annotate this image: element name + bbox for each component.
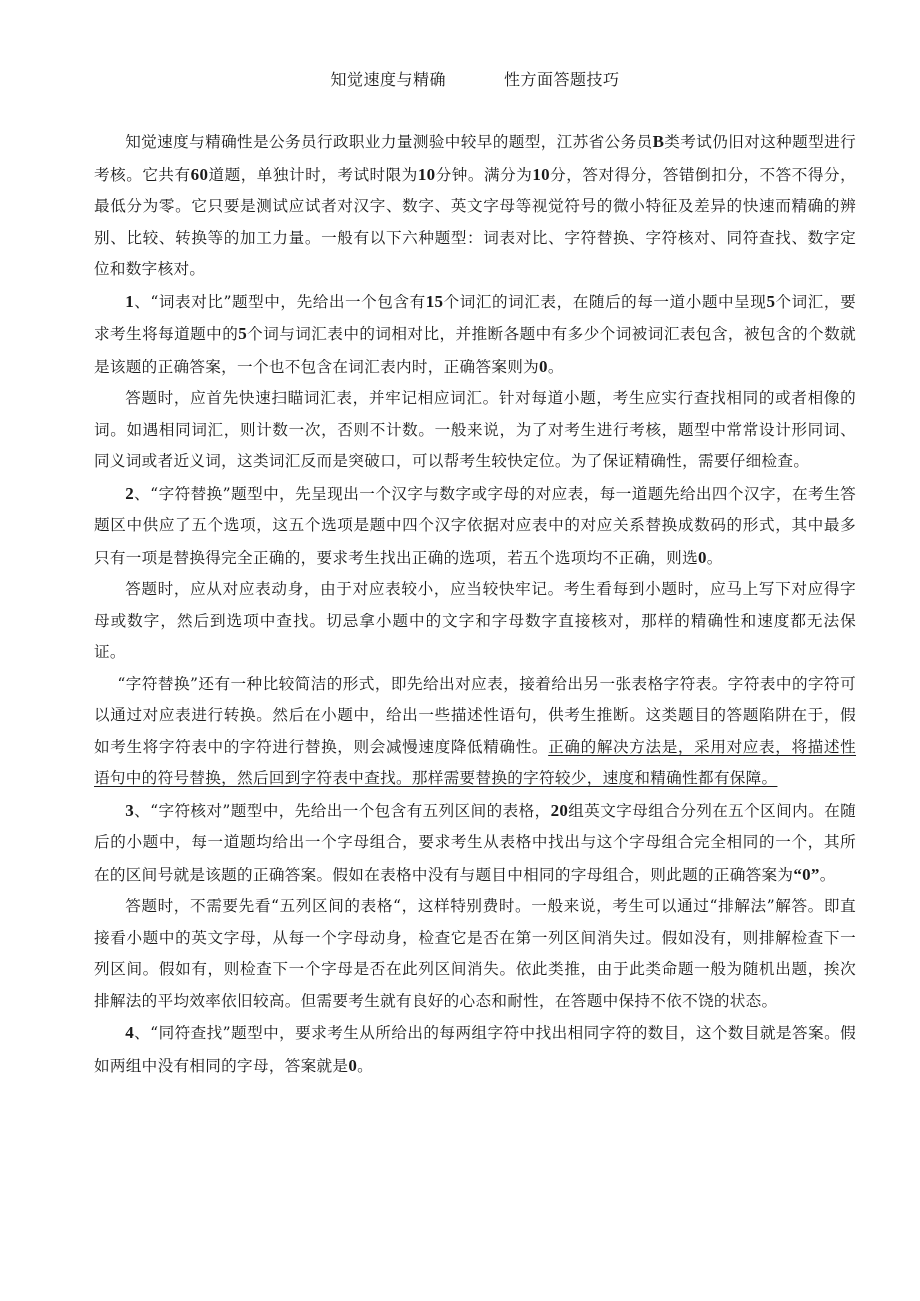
bold-run: 60 — [190, 164, 209, 184]
text-run: 类考试仍旧对这种题型进行考核。它共有 — [94, 133, 856, 184]
paragraph-same-symbol — [94, 1017, 856, 1082]
text-run: 分，答对得分，答错倒扣分，不答不得分，最低分为零。它只要是测试应试者对汉字、数字、英文字母等视觉符号的微小特征及差异的快速而精确的辨别、比较、转换等的加工力量。一般有以下六种题型：词表对比、字符替换、字符核对、同符查找、数字定位和数字核对。 — [94, 165, 856, 278]
bold-run: 5 — [766, 291, 776, 311]
paragraph-char-replacement-tips: 答题时，应从对应表动身，由于对应表较小，应当较快牢记。考生看每到小题时，应马上写下对应得字母或数字，然后到选项中查找。切忌拿小题中的文字和字母数字直接核对，那样的精确性和速度都无法保证。 — [94, 580, 856, 661]
page-title-part2: 性方面答题技巧 — [504, 70, 620, 89]
text-run: 分钟。满分为 — [435, 165, 533, 184]
text-run: 组英文字母组合分列在五个区间内。在随后的小题中，每一道题均给出一个字母组合，要求考生从表格中找出与这个字母组合完全相同的一个，其所在的区间号就是该题的正确答案。假如在表格中没有与题目中相同的字母组合，则此题的正确答案为 — [94, 801, 856, 884]
bold-run: 0 — [348, 1055, 358, 1075]
bold-run: “0” — [793, 864, 820, 884]
section-number: 1 — [125, 291, 134, 311]
section-number: 2 — [125, 483, 134, 503]
bold-run: 10 — [417, 164, 436, 184]
bold-run: 20 — [550, 800, 569, 820]
text-run: 个词汇，要求考生将每道题中的 — [94, 292, 856, 343]
paragraph-intro — [94, 126, 856, 286]
text-run: 。 — [819, 865, 836, 884]
paragraph-word-comparison — [94, 286, 856, 384]
underlined-run: 正确的解决方法是，采用对应表，将描述性语句中的符号替换，然后回到字符表中查找。那样需要替换的字符较少，速度和精确性都有保障。 — [94, 737, 857, 787]
section-number: 4 — [125, 1023, 134, 1042]
text-run: 、“字符核对”题型中，先给出一个包含有五列区间的表格， — [134, 801, 551, 820]
text-run: 、“词表对比”题型中，先给出一个包含有 — [134, 292, 426, 311]
text-run: 、“字符替换”题型中，先呈现出一个汉字与数字或字母的对应表，每一道题先给出四个汉字，在考生答题区中供应了五个选项，这五个选项是题中四个汉字依据对应表中的对应关系替换成数码的形式，其中最多只有一项是替换得完全正确的，要求考生找出正确的选项，若五个选项均不正确，则选 — [94, 484, 856, 567]
paragraph-word-comparison-tips: 答题时，应首先快速扫瞄词汇表，并牢记相应词汇。针对每道小题，考生应实行查找相同的或者相像的词。如遇相同词汇，则计数一次，否则不计数。一般来说，为了对考生进行考核，题型中常常设计形同词、同义词或者近义词，这类词汇反而是突破口，可以帮考生较快定位。为了保证精确性，需要仔细检查。 — [94, 389, 856, 470]
text-run: 个词汇的词汇表，在随后的每一道小题中呈现 — [443, 292, 767, 311]
text-run: 道题，单独计时，考试时限为 — [208, 165, 418, 184]
text-run: 、“同符查找”题型中，要求考生从所给出的每两组字符中找出相同字符的数目，这个数目就是答案。假如两组中没有相同的字母，答案就是 — [94, 1024, 856, 1075]
bold-run: B — [652, 132, 665, 151]
paragraph-char-check-tips: 答题时，不需要先看“五列区间的表格“，这样特别费时。一般来说，考生可以通过“排解法”解答。即直接看小题中的英文字母，从每一个字母动身，检查它是否在第一列区间消失过。假如没有，则排解检查下一列区间。假如有，则检查下一个字母是否在此列区间消失。依此类推，由于此类命题一般为随机出题，挨次排解法的平均效率依旧较高。但需要考生就有良好的心态和耐性，在答题中保持不依不饶的状态。 — [94, 897, 856, 1010]
section-number: 3 — [125, 800, 134, 820]
bold-run: 5 — [238, 324, 248, 343]
text-run: 。 — [706, 548, 723, 567]
text-run: 。 — [357, 1056, 374, 1075]
page-title — [94, 66, 856, 94]
text-run: “字符替换”还有一种比较简洁的形式，即先给出对应表，接着给出另一张表格字符表。字符表中的字符可以通过对应表进行转换。然后在小题中，给出一些描述性语句，供考生推断。这类题目的答题陷阱在于，假如考生将字符表中的字符进行替换，则会减慢速度降低精确性。 — [94, 674, 856, 756]
bold-run: 10 — [532, 164, 550, 184]
paragraph-char-replacement-variant — [94, 669, 856, 795]
text-run: 。 — [547, 357, 564, 376]
paragraph-char-replacement — [94, 478, 856, 575]
bold-run: 0 — [539, 356, 548, 376]
text-run: 知觉速度与精确性是公务员行政职业力量测验中较早的题型，江苏省公务员 — [125, 133, 653, 151]
page-title-part1: 知觉速度与精确 — [330, 70, 446, 89]
bold-run: 0 — [697, 547, 707, 567]
bold-run: 15 — [425, 291, 444, 311]
paragraph-char-check — [94, 795, 856, 892]
text-run: 个词与词汇表中的词相对比，并推断各题中有多少个词被词汇表包含，被包含的个数就是该题的正确答案，一个也不包含在词汇表内时，正确答案则为 — [94, 325, 856, 376]
